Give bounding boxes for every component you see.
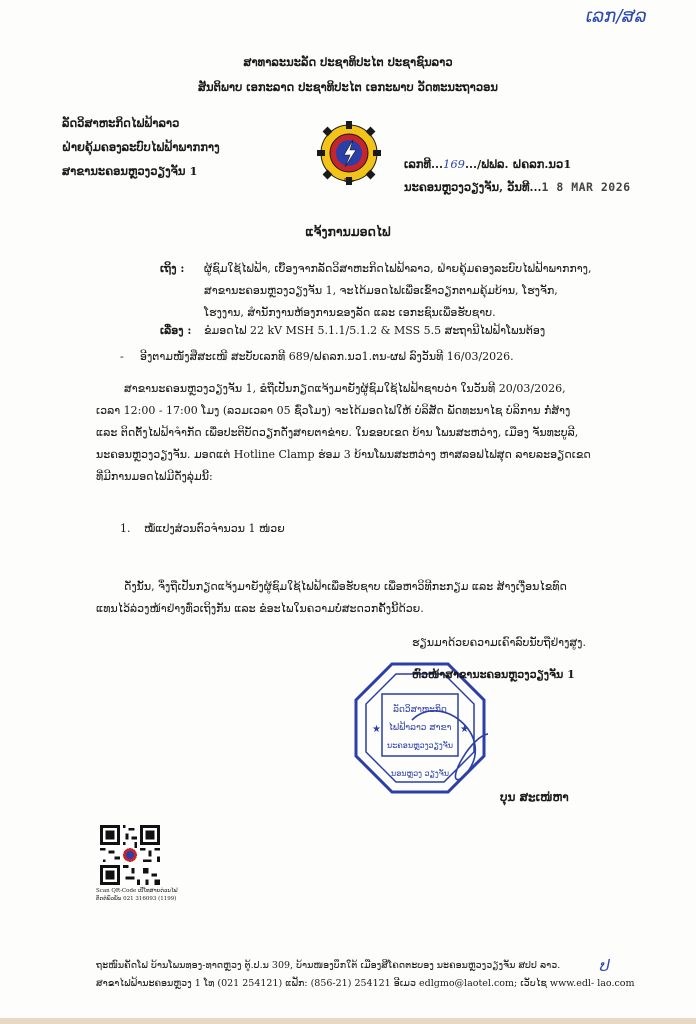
logo-text: EDL	[344, 178, 354, 184]
to-line3: ໂຮງງານ, ສໍານັກງານຫ້ອງການຂອງລັດ ແລະ ເອກະຊົນເພື່ອຮັບຊາບ.	[204, 306, 496, 319]
closing-line1: ດັ່ງນັ້ນ, ຈຶ່ງຖືເປັນກຽດແຈ້ງມາຍັງຜູ້ຊົມໃຊ້ໄຟຟ້າເພື່ອຮັບຊາບ ເພື່ອຫາວິທີກະກຽມ ແລະ ສ້າງເງື່ອນໄຂທົດ	[124, 580, 567, 593]
reference-suffix: .../ຟຟລ. ຝຄລກ.ນວ1	[465, 157, 572, 171]
qr-caption-line1: Scan QR-Code ເບີໂທສາຍດ່ວນໄຟ	[96, 888, 178, 894]
body-line1: ສາຂານະຄອນຫຼວງວຽງຈັນ 1, ຂໍຖືເປັນກຽດແຈ້ງມາຍັງຜູ້ຊົມໃຊ້ໄຟຟ້າຊາບວ່າ ໃນວັນທີ 20/03/2026,	[124, 382, 566, 395]
closing-paragraph	[96, 576, 636, 620]
footer-initials: ປ	[600, 956, 610, 975]
body-line3: ແລະ ຕິດຕັ້ງໄຟຟ້າຈໍາກັດ ເພື່ອປະຕິບັດວຽກດັ່ງສາຍຕາຂ່າຍ. ໃນຂອບເຂດ ບ້ານ ໂພນສະຫວ່າງ, ເມືອງ ຈັນທະບູລີ,	[96, 426, 579, 439]
body-paragraph	[96, 378, 636, 488]
subject-text: ຂໍມອດໄຟ 22 kV MSH 5.1.1/5.1.2 & MSS 5.5 ສະຖານີໄຟຟ້າໂພນຕ້ອງ	[204, 324, 546, 337]
date-line	[404, 180, 631, 194]
to-line1: ຜູ້ຊົມໃຊ້ໄຟຟ້າ, ເບື້ອງຈາກລັດວິສາຫະກິດໄຟຟ້າລາວ, ຝ່າຍຄຸ້ມຄອງລະບົບໄຟຟ້າພາກກາງ,	[204, 262, 592, 275]
handwritten-ref: ເລກ/ສລ	[586, 6, 647, 27]
edl-logo	[316, 120, 382, 186]
org-line3: ສາຂານະຄອນຫຼວງວຽງຈັນ 1	[62, 164, 198, 178]
qr-caption-line2: ຕິດຕໍ່ພົວພັນ 021 316093 (1199)	[96, 896, 177, 902]
header-line1: ສາທາລະນະລັດ ປະຊາທິປະໄຕ ປະຊາຊົນລາວ	[243, 55, 453, 69]
footer-address: ຖະໜົນຄັດໂຟ ບ້ານໂພນທອງ-ທາດຫຼວງ ຕູ້.ປ.ນ 309, ບ້ານໜອງບຶກໃຕ້ ເມືອງສີໂຄດຕະບອງ ນະຄອນຫຼວງວຽງຈັນ ສປປ ລາວ.	[96, 960, 561, 971]
org-line2: ຝ່າຍຄຸ້ມຄອງລະບົບໄຟຟ້າພາກກາງ	[62, 140, 220, 154]
header-line2: ສັນຕິພາບ ເອກະລາດ ປະຊາທິປະໄຕ ເອກະພາບ ວັດທະນະຖາວອນ	[197, 80, 499, 94]
org-line1: ລັດວິສາຫະກິດໄຟຟ້າລາວ	[62, 116, 180, 130]
list-item	[120, 518, 285, 540]
basis-text: ອີງຕາມໜັງສືສະເໜີ ສະບັບເລກທີ 689/ຝຄລກ.ນວ1.ຕນ-ຜຟ ລົງວັນທີ 16/03/2026.	[140, 350, 514, 363]
seal-line1: ລັດວິສາຫະກິດ	[393, 705, 447, 715]
list-item-number: 1.	[120, 522, 131, 535]
seal-line3: ນະຄອນຫຼວງວຽງຈັນ	[386, 741, 454, 750]
date-prefix: ນະຄອນຫຼວງວຽງຈັນ, ວັນທີ...	[404, 180, 542, 194]
reference-prefix: ເລກທີ...	[404, 157, 444, 171]
list-item-text: ໝໍ້ແປງສ່ວນຕົວຈໍານວນ 1 ໜ່ວຍ	[144, 522, 285, 535]
date-stamp: 1 8 MAR 2026	[541, 180, 631, 194]
document-title: ແຈ້ງການມອດໄຟ	[305, 224, 391, 239]
to-line2: ສາຂານະຄອນຫຼວງວຽງຈັນ 1, ຈະໄດ້ມອດໄຟເພື່ອເຂົ້າວຽກຕາມຄຸ້ມບ້ານ, ໂຮງຈັກ,	[204, 284, 558, 297]
to-text	[204, 258, 624, 324]
closing-line2: ແທນໄວ້ລ່ວງໜ້າຢ່າງທົ່ວເຖິງກັນ ແລະ ຂໍອະໄພໃນຄວາມບໍ່ສະດວກຄັ້ງນີ້ດ້ວຍ.	[96, 602, 424, 615]
body-line5: ທີ່ມີການມອດໄຟມີດັ່ງລຸ່ມນີ້:	[96, 470, 213, 483]
seal-star-left-icon: ★	[372, 724, 381, 735]
qr-code	[100, 825, 160, 885]
body-line4: ນະຄອນຫຼວງວຽງຈັນ. ມອດແຕ່ Hotline Clamp ຮ່ອມ 3 ບ້ານໂພນສະຫວ່າງ ຫາສລອຟໄຟສຸດ ລາຍລະອຽດເຂດ	[96, 448, 591, 461]
seal-ring-bottom: ນອນຫຼວງ ວຽງຈັນ	[390, 769, 450, 778]
body-line2: ເວລາ 12:00 - 17:00 ໂມງ (ລວມເວລາ 05 ຊົ່ວໂມງ) ຈະໄດ້ມອດໄຟໃຫ້ ບໍລິສັດ ພັດທະນາໄຊ ບໍລິການ ກໍ່ສ້າງ	[96, 404, 571, 417]
footer-contact: ສາຂາໄຟຟ້ານະຄອນຫຼວງ 1 ໂທ (021 254121) ແຟັກ: (856-21) 254121 ອີເມວ edlgmo@laotel.com; ເວັບໄຊ www.edl- lao.com	[96, 978, 635, 989]
reference-handwritten-number: 169	[443, 157, 465, 171]
qr-caption	[96, 887, 177, 903]
reference-number	[404, 157, 571, 171]
basis-bullet: -	[120, 350, 124, 363]
signatory-name: ບຸນ ສະເໜ່ຫາ	[500, 790, 569, 804]
regards: ຮຽນມາດ້ວຍຄວາມເຄົາລົບນັບຖືຢ່າງສູງ.	[412, 636, 586, 649]
signatory-title: ຫົວໜ້າສາຂານະຄອນຫຼວງວຽງຈັນ 1	[412, 668, 575, 681]
seal-star-right-icon: ★	[460, 724, 469, 735]
subject-label: ເລື່ອງ :	[160, 324, 192, 337]
seal-line2: ໄຟຟ້າລາວ ສາຂາ	[388, 723, 452, 733]
to-label: ເຖິງ :	[160, 262, 185, 275]
page-edge	[0, 1018, 696, 1024]
